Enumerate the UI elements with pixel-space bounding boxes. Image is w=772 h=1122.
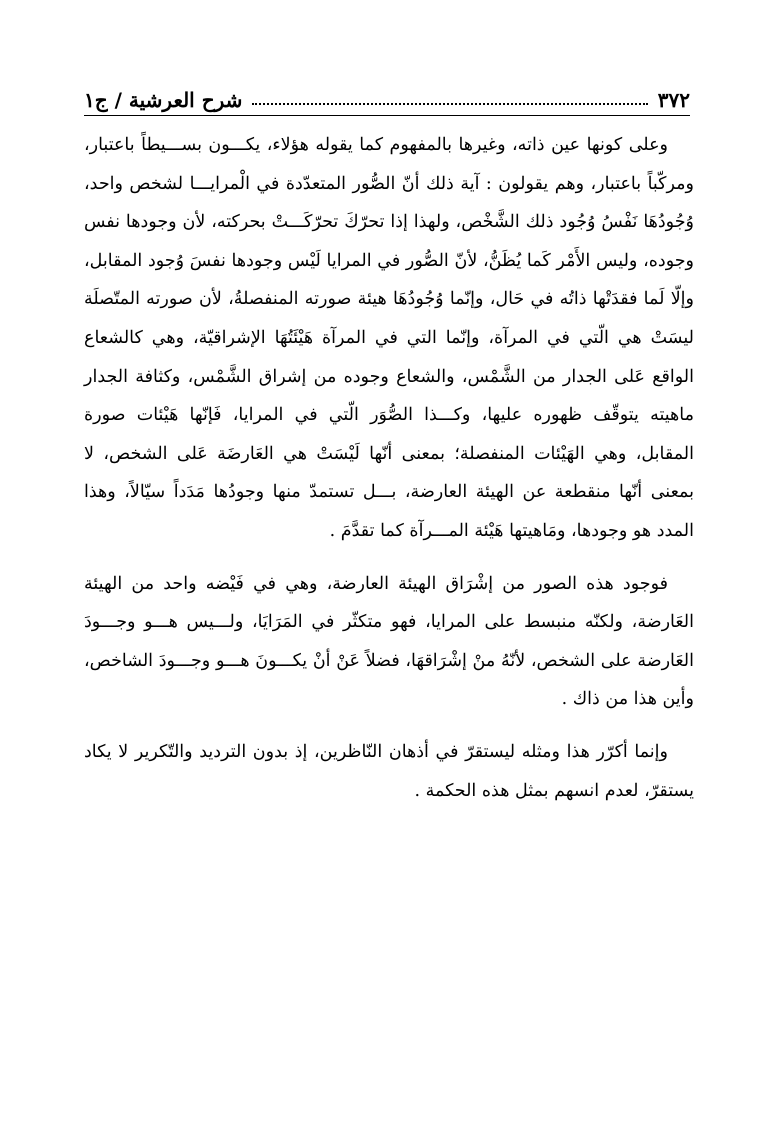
header-dot-leader	[252, 103, 647, 105]
page-number: ٣٧٢	[657, 88, 690, 112]
running-title: شرح العرشية / ج١	[84, 88, 243, 112]
paragraph-3: وإنما أكرّر هذا ومثله ليستقرّ في أذهان النّاظرين، إذ بدون الترديد والتّكرير لا يكاد يستقرّ، لعدم انسهم بمثل هذه الحكمة .	[84, 741, 694, 801]
paragraph-2: فوجود هذه الصور من إشْرَاق الهيئة العارضة، وهي في فَيْضه واحد من الهيئة العَارضة، ولكنّه منبسط على المرايا، فهو متكثّر في المَرَايَا، ولـــيس هـــو وجـــودَ العَارضة على الشخص، لأنّهُ منْ إشْرَاقهَا، فضلاً عَنْ أنْ يكـــونَ هـــو وجـــودَ الشاخص، وأين هذا من ذاك .	[84, 573, 694, 710]
body-text	[84, 126, 694, 810]
page-header	[84, 78, 690, 112]
paragraph-1: وعلى كونها عين ذاته، وغيرها بالمفهوم كما يقوله هؤلاء، يكـــون بســـيطاً باعتبار، ومركّباً باعتبار، وهم يقولون : آية ذلك أنّ الصُّور المتعدّدة في الْمرايـــا لشخص واحد، وُجُودُهَا نَفْسُ وُجُود ذلك الشَّخْص، ولهذا إذا تحرّكَ تحرّكَـــتْ بحركته، لأن وجودها نفس وجوده، وليس الأَمْر كَما يُظَنُّ، لأنّ الصُّور في المرايا لَيْس وجودها نفسَ وُجود المقابل، وإلّا لَما فقدَتْها ذاتُه في حَال، وإنّما وُجُودُهَا هيئة صورته المنفصلةُ، لأن صورته المتّصلَة ليسَتْ هي الّتي في المرآة، وإنّما التي في المرآة هَيْئَتُهَا الإشراقيّة، وهي كالشعاع الواقع عَلى الجدار من الشَّمْس، والشعاع وجوده من إشراق الشَّمْس، وكثافة الجدار ماهيته يتوقّف ظهوره عليها، وكـــذا الصُّوَر الّتي في المرايا، فَإنّها هَيْئات صورة المقابل، وهي الهَيْئات المنفصلة؛ بمعنى أنّها لَيْسَتْ هي العَارضَة عَلى الشخص، لا بمعنى أنّها منقطعة عن الهيئة العارضة، بـــل تستمدّ منها وجودُها مَدَداً سيّالاً، وهذا المدد هو وجودها، ومَاهيتها هَيْئة المـــرآة كما تقدَّمَ .	[84, 135, 694, 541]
header-rule	[84, 115, 690, 116]
